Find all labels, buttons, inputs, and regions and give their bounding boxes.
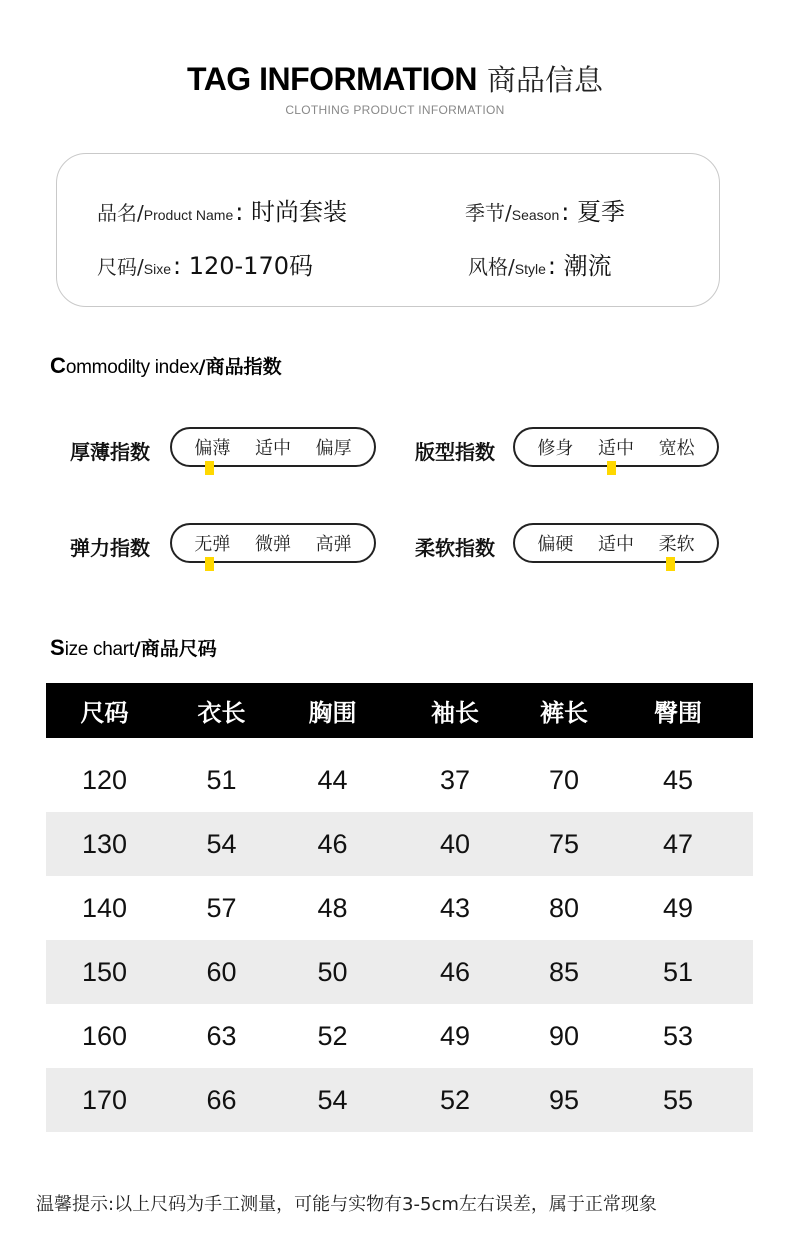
table-cell: 95 xyxy=(548,1084,580,1115)
table-cell: 80 xyxy=(548,892,580,923)
table-cell: 85 xyxy=(548,956,580,987)
season-field xyxy=(465,192,625,227)
table-cell: 40 xyxy=(439,828,471,859)
index-option: 偏薄 xyxy=(194,438,231,459)
index-option: 宽松 xyxy=(658,438,695,459)
size-heading-en: ize chart xyxy=(64,639,134,660)
product-name-label-en: Product Name xyxy=(143,207,234,223)
table-cell: 70 xyxy=(548,764,580,795)
table-cell: 75 xyxy=(548,828,580,859)
table-cell: 45 xyxy=(662,764,694,795)
tag-info-box xyxy=(56,153,720,307)
index-option: 适中 xyxy=(597,438,634,459)
product-name-label-cn: 品名/ xyxy=(97,201,144,225)
table-cell: 140 xyxy=(81,892,128,923)
product-name-value: : 时尚套装 xyxy=(235,198,347,226)
index-label: 厚薄指数 xyxy=(70,440,150,464)
index-scale xyxy=(513,427,719,467)
table-cell: 51 xyxy=(662,956,694,987)
size-label-en: Sixe xyxy=(143,261,171,277)
table-cell: 50 xyxy=(317,956,348,987)
table-cell: 130 xyxy=(81,828,128,859)
index-option: 柔软 xyxy=(658,534,695,555)
style-value: : 潮流 xyxy=(547,252,612,280)
table-cell: 51 xyxy=(206,764,237,795)
index-marker xyxy=(205,557,214,571)
style-label-cn: 风格/ xyxy=(468,255,515,279)
season-value: : 夏季 xyxy=(561,198,625,226)
size-label-cn: 尺码/ xyxy=(97,255,144,279)
index-label: 柔软指数 xyxy=(415,536,495,560)
index-scale xyxy=(170,523,376,563)
size-heading-initial: S xyxy=(50,635,65,660)
table-cell: 49 xyxy=(662,892,694,923)
table-cell: 90 xyxy=(548,1020,580,1051)
size-table xyxy=(46,683,753,1132)
size-heading-cn: /商品尺码 xyxy=(133,638,217,660)
size-field xyxy=(97,246,313,281)
table-row xyxy=(46,876,753,940)
product-name-field xyxy=(97,192,347,227)
index-label: 版型指数 xyxy=(415,440,495,464)
index-option: 适中 xyxy=(254,438,291,459)
table-cell: 52 xyxy=(317,1020,348,1051)
index-option: 偏硬 xyxy=(537,534,574,555)
table-cell: 37 xyxy=(439,764,471,795)
size-value: : 120-170码 xyxy=(172,252,313,280)
table-cell: 43 xyxy=(439,892,471,923)
index-option: 高弹 xyxy=(315,534,352,555)
table-cell: 49 xyxy=(439,1020,471,1051)
table-cell: 53 xyxy=(662,1020,694,1051)
table-cell: 57 xyxy=(206,892,237,923)
page-title xyxy=(0,58,790,99)
table-cell: 60 xyxy=(206,956,237,987)
table-cell: 47 xyxy=(662,828,694,859)
table-column-header: 裤长 xyxy=(540,699,588,727)
table-column-header: 臀围 xyxy=(654,699,702,727)
index-option: 微弹 xyxy=(254,534,291,555)
table-column-header: 胸围 xyxy=(308,699,357,727)
commodity-heading-en: ommodilty index xyxy=(65,357,199,378)
table-cell: 150 xyxy=(81,956,128,987)
table-column-header: 袖长 xyxy=(431,699,479,727)
index-option: 偏厚 xyxy=(315,438,352,459)
table-cell: 46 xyxy=(439,956,471,987)
table-row xyxy=(46,1068,753,1132)
season-label-cn: 季节/ xyxy=(465,201,512,225)
table-cell: 48 xyxy=(317,892,348,923)
table-row xyxy=(46,1004,753,1068)
measurement-note: 温馨提示:以上尺码为手工测量，可能与实物有3-5cm左右误差，属于正常现象 xyxy=(36,1194,657,1215)
table-cell: 55 xyxy=(662,1084,694,1115)
table-cell: 63 xyxy=(206,1020,237,1051)
season-label-en: Season xyxy=(511,207,560,223)
table-row xyxy=(46,812,753,876)
page-subtitle: CLOTHING PRODUCT INFORMATION xyxy=(285,103,505,117)
table-cell: 46 xyxy=(317,828,348,859)
table-row xyxy=(46,748,753,812)
index-option: 修身 xyxy=(537,438,574,459)
style-field xyxy=(468,246,612,281)
table-column-header: 尺码 xyxy=(80,699,129,727)
title-english: TAG INFORMATION xyxy=(187,61,477,97)
table-cell: 66 xyxy=(206,1084,237,1115)
table-header xyxy=(46,683,753,738)
commodity-heading-initial: C xyxy=(50,353,66,378)
index-scale xyxy=(170,427,376,467)
index-option: 适中 xyxy=(597,534,634,555)
index-label: 弹力指数 xyxy=(70,536,150,560)
table-cell: 54 xyxy=(206,828,237,859)
table-cell: 54 xyxy=(317,1084,348,1115)
commodity-index-heading xyxy=(50,352,282,379)
style-label-en: Style xyxy=(514,261,546,277)
index-marker xyxy=(666,557,675,571)
table-body xyxy=(46,748,753,1132)
table-cell: 170 xyxy=(81,1084,128,1115)
size-chart-heading xyxy=(50,634,217,661)
index-marker xyxy=(607,461,616,475)
index-scale xyxy=(513,523,719,563)
table-cell: 44 xyxy=(317,764,348,795)
index-option: 无弹 xyxy=(194,534,231,555)
table-cell: 160 xyxy=(81,1020,128,1051)
table-row xyxy=(46,940,753,1004)
commodity-heading-cn: /商品指数 xyxy=(198,356,282,378)
table-column-header: 衣长 xyxy=(197,699,246,727)
table-cell: 120 xyxy=(81,764,128,795)
index-marker xyxy=(205,461,214,475)
table-cell: 52 xyxy=(439,1084,471,1115)
title-chinese: 商品信息 xyxy=(486,63,603,97)
